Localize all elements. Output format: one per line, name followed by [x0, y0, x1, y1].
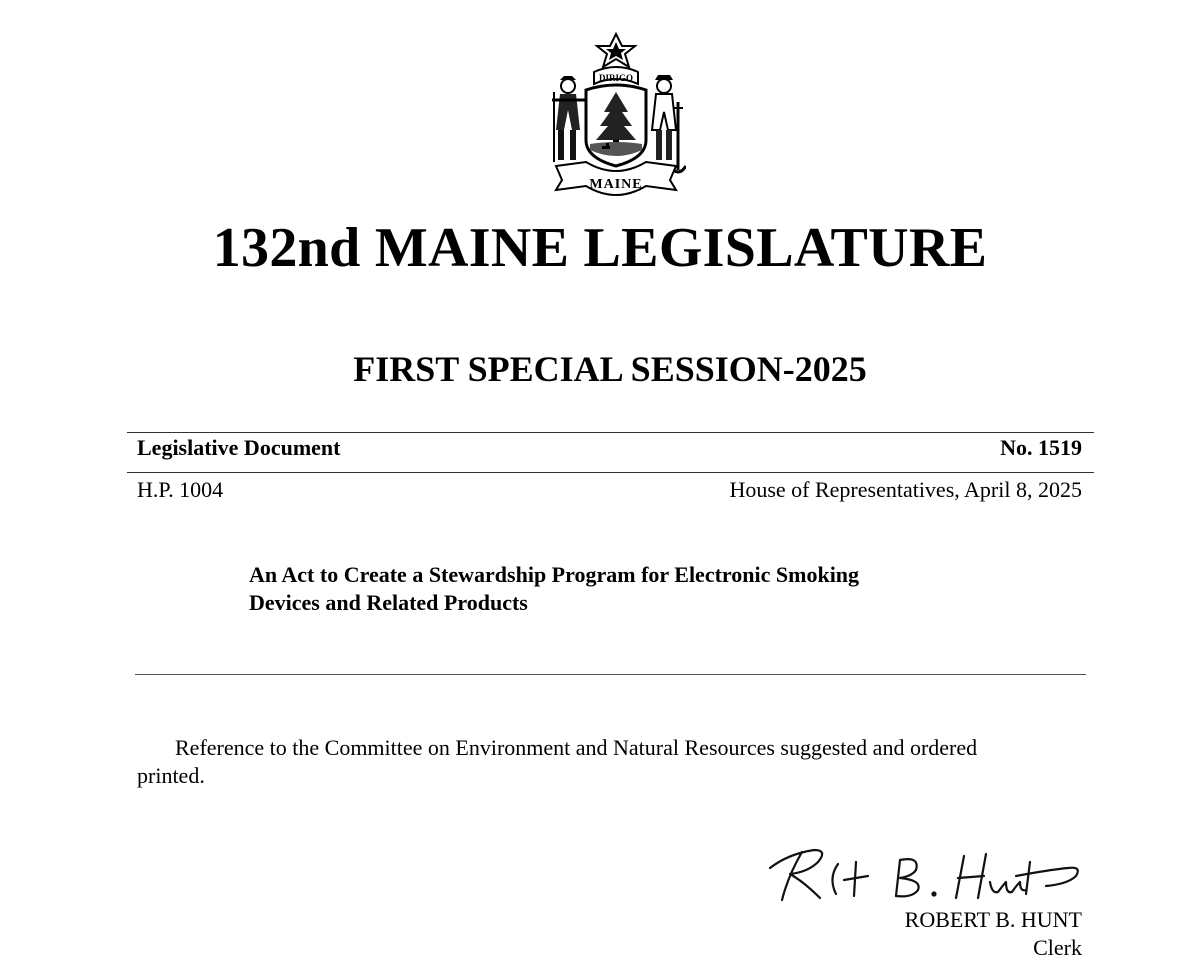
maine-state-seal — [546, 30, 686, 198]
reference-paragraph — [137, 734, 1087, 790]
sailor-figure — [652, 75, 686, 172]
document-label: Legislative Document — [137, 435, 341, 460]
svg-text:MAINE: MAINE — [589, 177, 643, 192]
clerk-name: ROBERT B. HUNT — [904, 907, 1082, 932]
clerk-signature — [768, 842, 1084, 908]
document-number: No. 1519 — [1000, 435, 1082, 460]
act-title-line-2: Devices and Related Products — [249, 590, 528, 615]
legislature-title: 132nd MAINE LEGISLATURE — [212, 217, 988, 279]
svg-text:DIRIGO: DIRIGO — [598, 73, 634, 83]
paper-number: H.P. 1004 — [137, 477, 224, 502]
farmer-figure — [552, 76, 586, 162]
act-title-line-1: An Act to Create a Stewardship Program for Electronic Smoking — [249, 562, 860, 587]
origin-date: House of Representatives, April 8, 2025 — [729, 477, 1082, 502]
shield — [586, 85, 646, 166]
act-title — [249, 561, 1009, 617]
divider-top — [127, 432, 1094, 433]
reference-line-1: Reference to the Committee on Environment and Natural Resources suggested and ordered — [175, 735, 978, 760]
session-title: FIRST SPECIAL SESSION-2025 — [353, 349, 867, 389]
divider-bottom — [135, 674, 1086, 675]
star-icon — [597, 34, 635, 67]
reference-line-2: printed. — [137, 763, 205, 788]
clerk-title: Clerk — [1033, 935, 1082, 960]
divider-middle — [127, 472, 1094, 473]
motto-banner — [594, 67, 638, 84]
